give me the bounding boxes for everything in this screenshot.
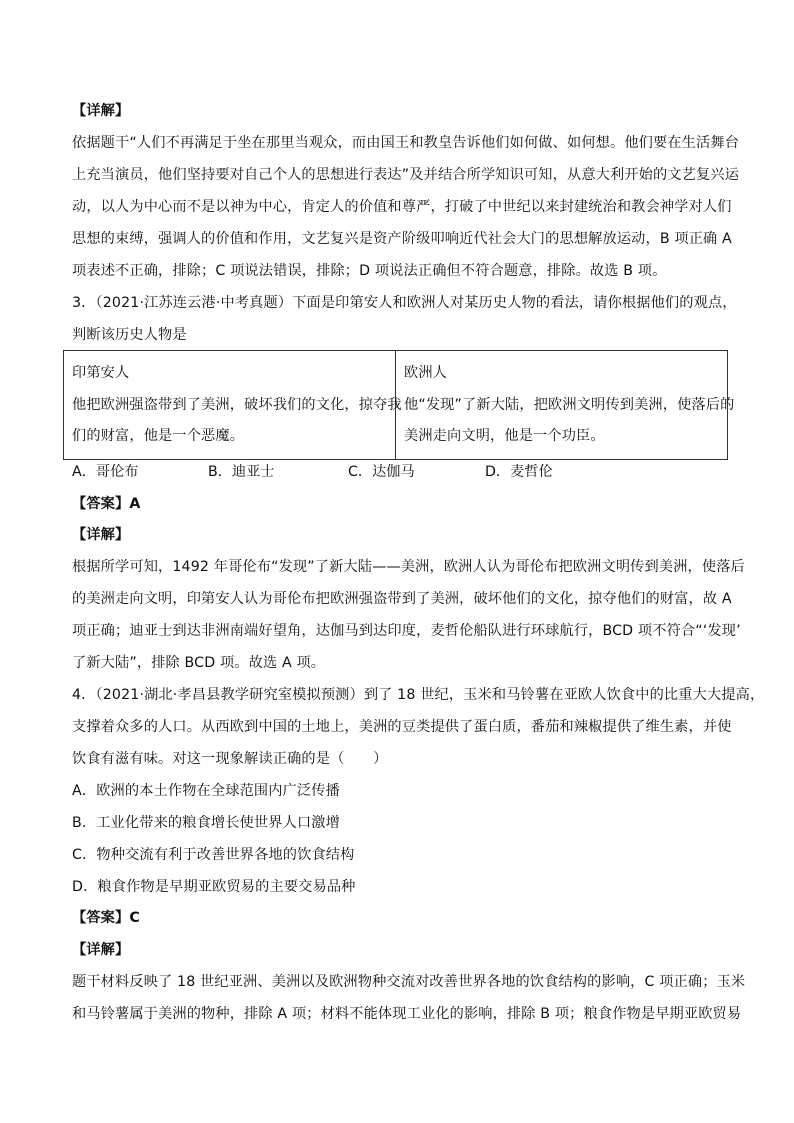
q3-option-b: B．迪亚士	[208, 464, 275, 480]
indian-view-line: 们的财富，他是一个恶魔。	[72, 428, 245, 444]
q3-answer: 【答案】A	[72, 496, 141, 512]
q3-explain-line: 项正确；迪亚士到达非洲南端好望角，达伽马到达印度，麦哲伦船队进行环球航行，BCD 项不符合“‘发现’	[72, 623, 741, 639]
q3-viewpoint-table	[63, 350, 735, 460]
european-view-title: 欧洲人	[404, 365, 448, 381]
q4-answer: 【答案】C	[72, 910, 140, 926]
q3-options	[72, 461, 732, 483]
q3-option-c: C．达伽马	[348, 464, 415, 480]
european-view-line: 美洲走向文明，他是一个功臣。	[404, 428, 605, 444]
q2-explain-line: 思想的束缚，强调人的价值和作用，文艺复兴是资产阶级叩响近代社会大门的思想解放运动，B 项正确 A	[72, 231, 732, 247]
indian-view-title: 印第安人	[72, 365, 130, 381]
q3-xiangjie-label: 【详解】	[72, 527, 130, 543]
q3-explain-line: 了新大陆”，排除 BCD 项。故选 A 项。	[72, 655, 326, 671]
q4-xiangjie-label: 【详解】	[72, 942, 130, 958]
q2-explain-line: 动，以人为中心而不是以神为中心，肯定人的价值和尊严，打破了中世纪以来封建统治和教会神学对人们	[72, 199, 732, 215]
q4-explain-line: 题干材料反映了 18 世纪亚洲、美洲以及欧洲物种交流对改善世界各地的饮食结构的影响，C 项正确；玉米	[72, 974, 746, 990]
q2-xiangjie-label: 【详解】	[72, 103, 130, 119]
q3-explain-line: 根据所学可知，1492 年哥伦布“发现”了新大陆——美洲，欧洲人认为哥伦布把欧洲文明传到美洲，使落后	[72, 559, 745, 575]
q3-option-d: D．麦哲伦	[485, 464, 553, 480]
q4-stem-line: 饮食有滋有味。对这一现象解读正确的是（ ）	[72, 751, 388, 767]
q3-option-a: A．哥伦布	[72, 464, 139, 480]
q3-stem-line: 判断该历史人物是	[72, 327, 187, 343]
indian-view-cell	[64, 351, 402, 460]
q2-explain-line: 项表述不正确，排除；C 项说法错误，排除；D 项说法正确但不符合题意，排除。故选 B 项。	[72, 263, 667, 279]
q2-explain-line: 依据题干“人们不再满足于坐在那里当观众，而由国王和教皇告诉他们如何做、如何想。他们要在生活舞台	[72, 135, 740, 151]
q4-option-d: D．粮食作物是早期亚欧贸易的主要交易品种	[72, 879, 356, 895]
q4-explain-line: 和马铃薯属于美洲的物种，排除 A 项；材料不能体现工业化的影响，排除 B 项；粮食作物是早期亚欧贸易	[72, 1006, 742, 1022]
european-view-cell	[396, 351, 735, 460]
q3-explain-line: 的美洲走向文明，印第安人认为哥伦布把欧洲强盗带到了美洲，破坏他们的文化，掠夺他们的财富，故 A	[72, 591, 732, 607]
q4-option-a: A．欧洲的本土作物在全球范围内广泛传播	[72, 783, 340, 799]
q2-explain-line: 上充当演员，他们坚持要对自己个人的思想进行表达”及并结合所学知识可知，从意大利开始的文艺复兴运	[72, 167, 740, 183]
indian-view-line: 他把欧洲强盗带到了美洲，破坏我们的文化，掠夺我	[72, 396, 402, 413]
q4-stem-line: 支撑着众多的人口。从西欧到中国的土地上，美洲的豆类提供了蛋白质，番茄和辣椒提供了维生素，并使	[72, 719, 732, 735]
european-view-line: 他“发现”了新大陆，把欧洲文明传到美洲，使落后的	[404, 396, 735, 413]
q4-stem-line: 4．（2021·湖北·孝昌县教学研究室模拟预测）到了 18 世纪，玉米和马铃薯在亚欧人饮食中的比重大大提高，	[72, 687, 765, 703]
q4-option-c: C．物种交流有利于改善世界各地的饮食结构	[72, 847, 355, 863]
q4-option-b: B．工业化带来的粮食增长使世界人口激增	[72, 815, 340, 831]
q3-stem-line: 3．（2021·江苏连云港·中考真题）下面是印第安人和欧洲人对某历史人物的看法，请你根据他们的观点，	[72, 295, 737, 311]
